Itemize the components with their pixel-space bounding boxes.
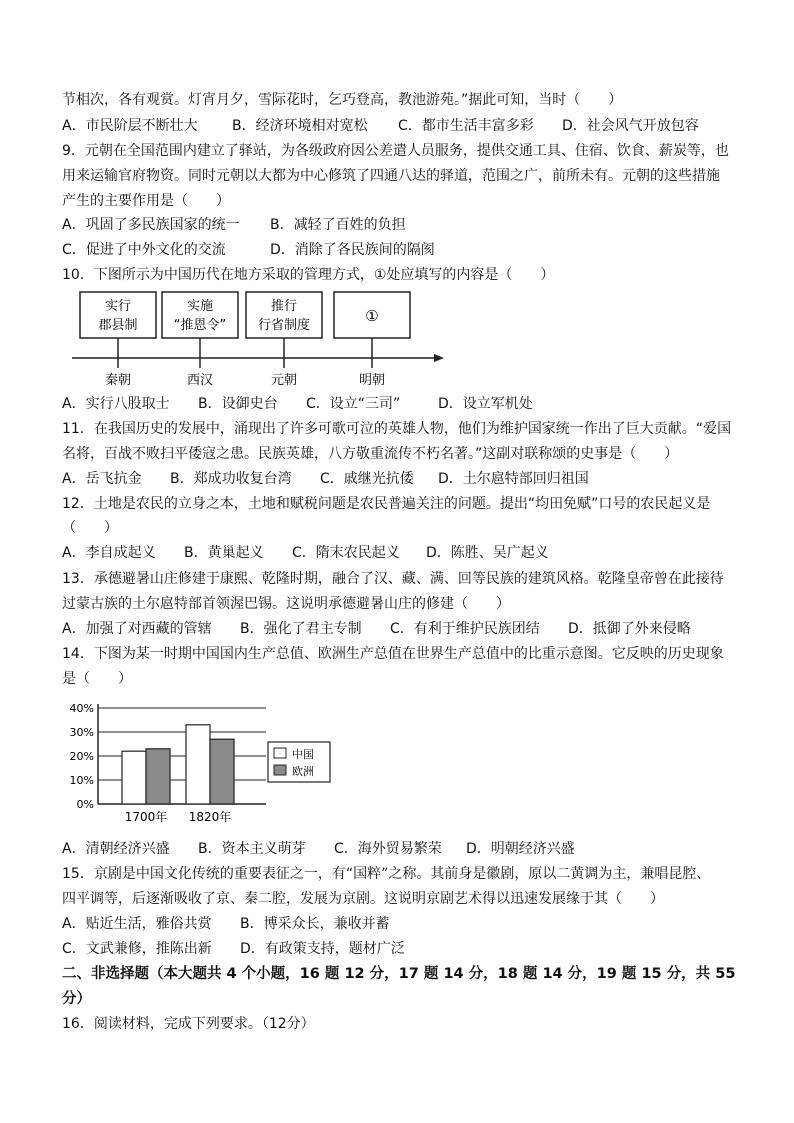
gdp-share-chart [62,698,342,834]
option-b[interactable]: B．黄巢起义 [184,545,264,561]
option-d[interactable]: D．设立军机处 [438,396,533,412]
section-2-heading-line-2: 分） [62,991,91,1007]
option-c[interactable]: C．设立“三司” [306,396,401,412]
question-9-options-row-2 [62,240,435,260]
option-a[interactable]: A．清朝经济兴盛 [62,841,170,857]
y-tick-label: 40% [69,702,94,715]
question-14-options [62,839,575,859]
option-c[interactable]: C．有利于维护民族团结 [390,621,540,637]
question-9-stem-line-3: 产生的主要作用是（ ） [62,193,230,209]
admin-timeline-diagram [62,288,454,388]
box-2-line-2: “推恩令” [173,318,227,333]
question-13-options [62,619,691,639]
bar-europe-1 [210,739,234,804]
option-a[interactable]: A．巩固了多民族国家的统一 [62,217,240,233]
question-15-options-row-1 [62,914,390,934]
option-d[interactable]: D．陈胜、吴广起义 [426,545,549,561]
question-12-stem-line-2: （ ） [62,520,118,536]
option-c[interactable]: C．都市生活丰富多彩 [398,118,534,134]
option-d[interactable]: D．土尔扈特部回归祖国 [438,471,589,487]
question-10-options [62,394,533,414]
legend-swatch [274,765,286,775]
question-9-options-row-1 [62,215,406,235]
question-8-stem-end: 节相次，各有观赏。灯宵月夕，雪际花时，乞巧登高，教池游苑。”据此可知，当时（ ） [62,92,623,108]
option-d[interactable]: D．明朝经济兴盛 [466,841,575,857]
option-b[interactable]: B．设御史台 [198,396,278,412]
box-3-line-1: 推行 [270,299,298,314]
option-d[interactable]: D．有政策支持，题材广泛 [240,941,405,957]
option-d[interactable]: D．消除了各民族间的隔阂 [270,242,435,258]
option-b[interactable]: B．减轻了百姓的负担 [270,217,406,233]
x-tick-label: 1820年 [188,810,232,824]
box-4-blank: ① [365,307,379,325]
dynasty-label-3: 元朝 [270,373,298,388]
option-a[interactable]: A．实行八股取士 [62,396,170,412]
box-1-line-1: 实行 [104,299,132,314]
question-11-options [62,469,589,489]
dynasty-label-4: 明朝 [358,373,386,388]
dynasty-label-1: 秦朝 [104,373,132,388]
option-b[interactable]: B．郑成功收复台湾 [170,471,292,487]
box-3-line-2: 行省制度 [257,318,311,333]
question-14-stem-line-1: 14．下图为某一时期中国国内生产总值、欧洲生产总值在世界生产总值中的比重示意图。它反映的历史现象 [62,646,724,662]
legend-label: 中国 [292,748,314,761]
box-1-line-2: 郡县制 [98,318,138,333]
bar-china-1 [186,725,210,804]
question-12-stem-line-1: 12．土地是农民的立身之本，土地和赋税问题是农民普遍关注的问题。提出“均田免赋”口号的农民起义是 [62,496,711,512]
legend-swatch [274,748,286,758]
timeline-arrow [434,354,444,362]
question-12-options [62,543,549,563]
option-a[interactable]: A．市民阶层不断壮大 [62,118,198,134]
option-a[interactable]: A．加强了对西藏的管辖 [62,621,212,637]
option-c[interactable]: C．文武兼修，推陈出新 [62,941,212,957]
question-15-options-row-2 [62,939,405,959]
question-16-stem: 16．阅读材料，完成下列要求。（12分） [62,1016,315,1032]
option-a[interactable]: A．岳飞抗金 [62,471,142,487]
bar-europe-0 [146,749,170,804]
question-8-options [62,116,699,136]
question-10-stem: 10．下图所示为中国历代在地方采取的管理方式，①处应填写的内容是（ ） [62,267,555,283]
option-c[interactable]: C．海外贸易繁荣 [334,841,442,857]
y-tick-label: 30% [69,726,94,739]
question-13-stem-line-1: 13．承德避暑山庄修建于康熙、乾隆时期，融合了汉、藏、满、回等民族的建筑风格。乾隆皇帝曾在此接待 [62,571,724,587]
option-a[interactable]: A．贴近生活，雅俗共赏 [62,916,212,932]
dynasty-label-2: 西汉 [186,373,214,388]
x-tick-label: 1700年 [124,810,168,824]
option-c[interactable]: C．戚继光抗倭 [320,471,414,487]
y-tick-label: 20% [69,750,94,763]
option-c[interactable]: C．隋末农民起义 [292,545,400,561]
question-11-stem-line-2: 名将，百战不败扫平倭寇之患。民族英雄，八方敬重流传不朽名著。”这副对联称颂的史事是（ ） [62,446,679,462]
option-b[interactable]: B．资本主义萌芽 [198,841,306,857]
bar-china-0 [122,751,146,804]
question-13-stem-line-2: 过蒙古族的土尔扈特部首领渥巴锡。这说明承德避暑山庄的修建（ ） [62,596,510,612]
option-b[interactable]: B．博采众长，兼收并蓄 [240,916,390,932]
question-15-stem-line-2: 四平调等，后逐渐吸收了京、秦二腔，发展为京剧。这说明京剧艺术得以迅速发展缘于其（ ） [62,891,664,907]
y-tick-label: 0% [76,798,94,811]
option-b[interactable]: B．经济环境相对宽松 [232,118,368,134]
question-9-stem-line-2: 用来运输官府物资。同时元朝以大都为中心修筑了四通八达的驿道，范围之广，前所未有。元朝的这些措施 [62,168,720,184]
question-9-stem-line-1: 9．元朝在全国范围内建立了驿站，为各级政府因公差遣人员服务，提供交通工具、住宿、饮食、薪炭等，也 [62,143,729,159]
option-d[interactable]: D．抵御了外来侵略 [568,621,691,637]
legend-label: 欧洲 [292,765,314,778]
option-d[interactable]: D．社会风气开放包容 [562,118,699,134]
question-14-stem-line-2: 是（ ） [62,671,132,687]
option-a[interactable]: A．李自成起义 [62,545,156,561]
option-b[interactable]: B．强化了君主专制 [240,621,362,637]
section-2-heading-line-1: 二、非选择题（本大题共 4 个小题，16 题 12 分，17 题 14 分，18 题 14 分，19 题 15 分，共 55 [62,966,736,982]
question-15-stem-line-1: 15．京剧是中国文化传统的重要表征之一，有“国粹”之称。其前身是徽剧，原以二黄调为主，兼唱昆腔、 [62,866,711,882]
option-c[interactable]: C．促进了中外文化的交流 [62,242,226,258]
box-2-line-1: 实施 [186,299,214,314]
question-11-stem-line-1: 11．在我国历史的发展中，涌现出了许多可歌可泣的英雄人物，他们为维护国家统一作出了巨大贡献。“爱国 [62,421,732,437]
y-tick-label: 10% [69,774,94,787]
